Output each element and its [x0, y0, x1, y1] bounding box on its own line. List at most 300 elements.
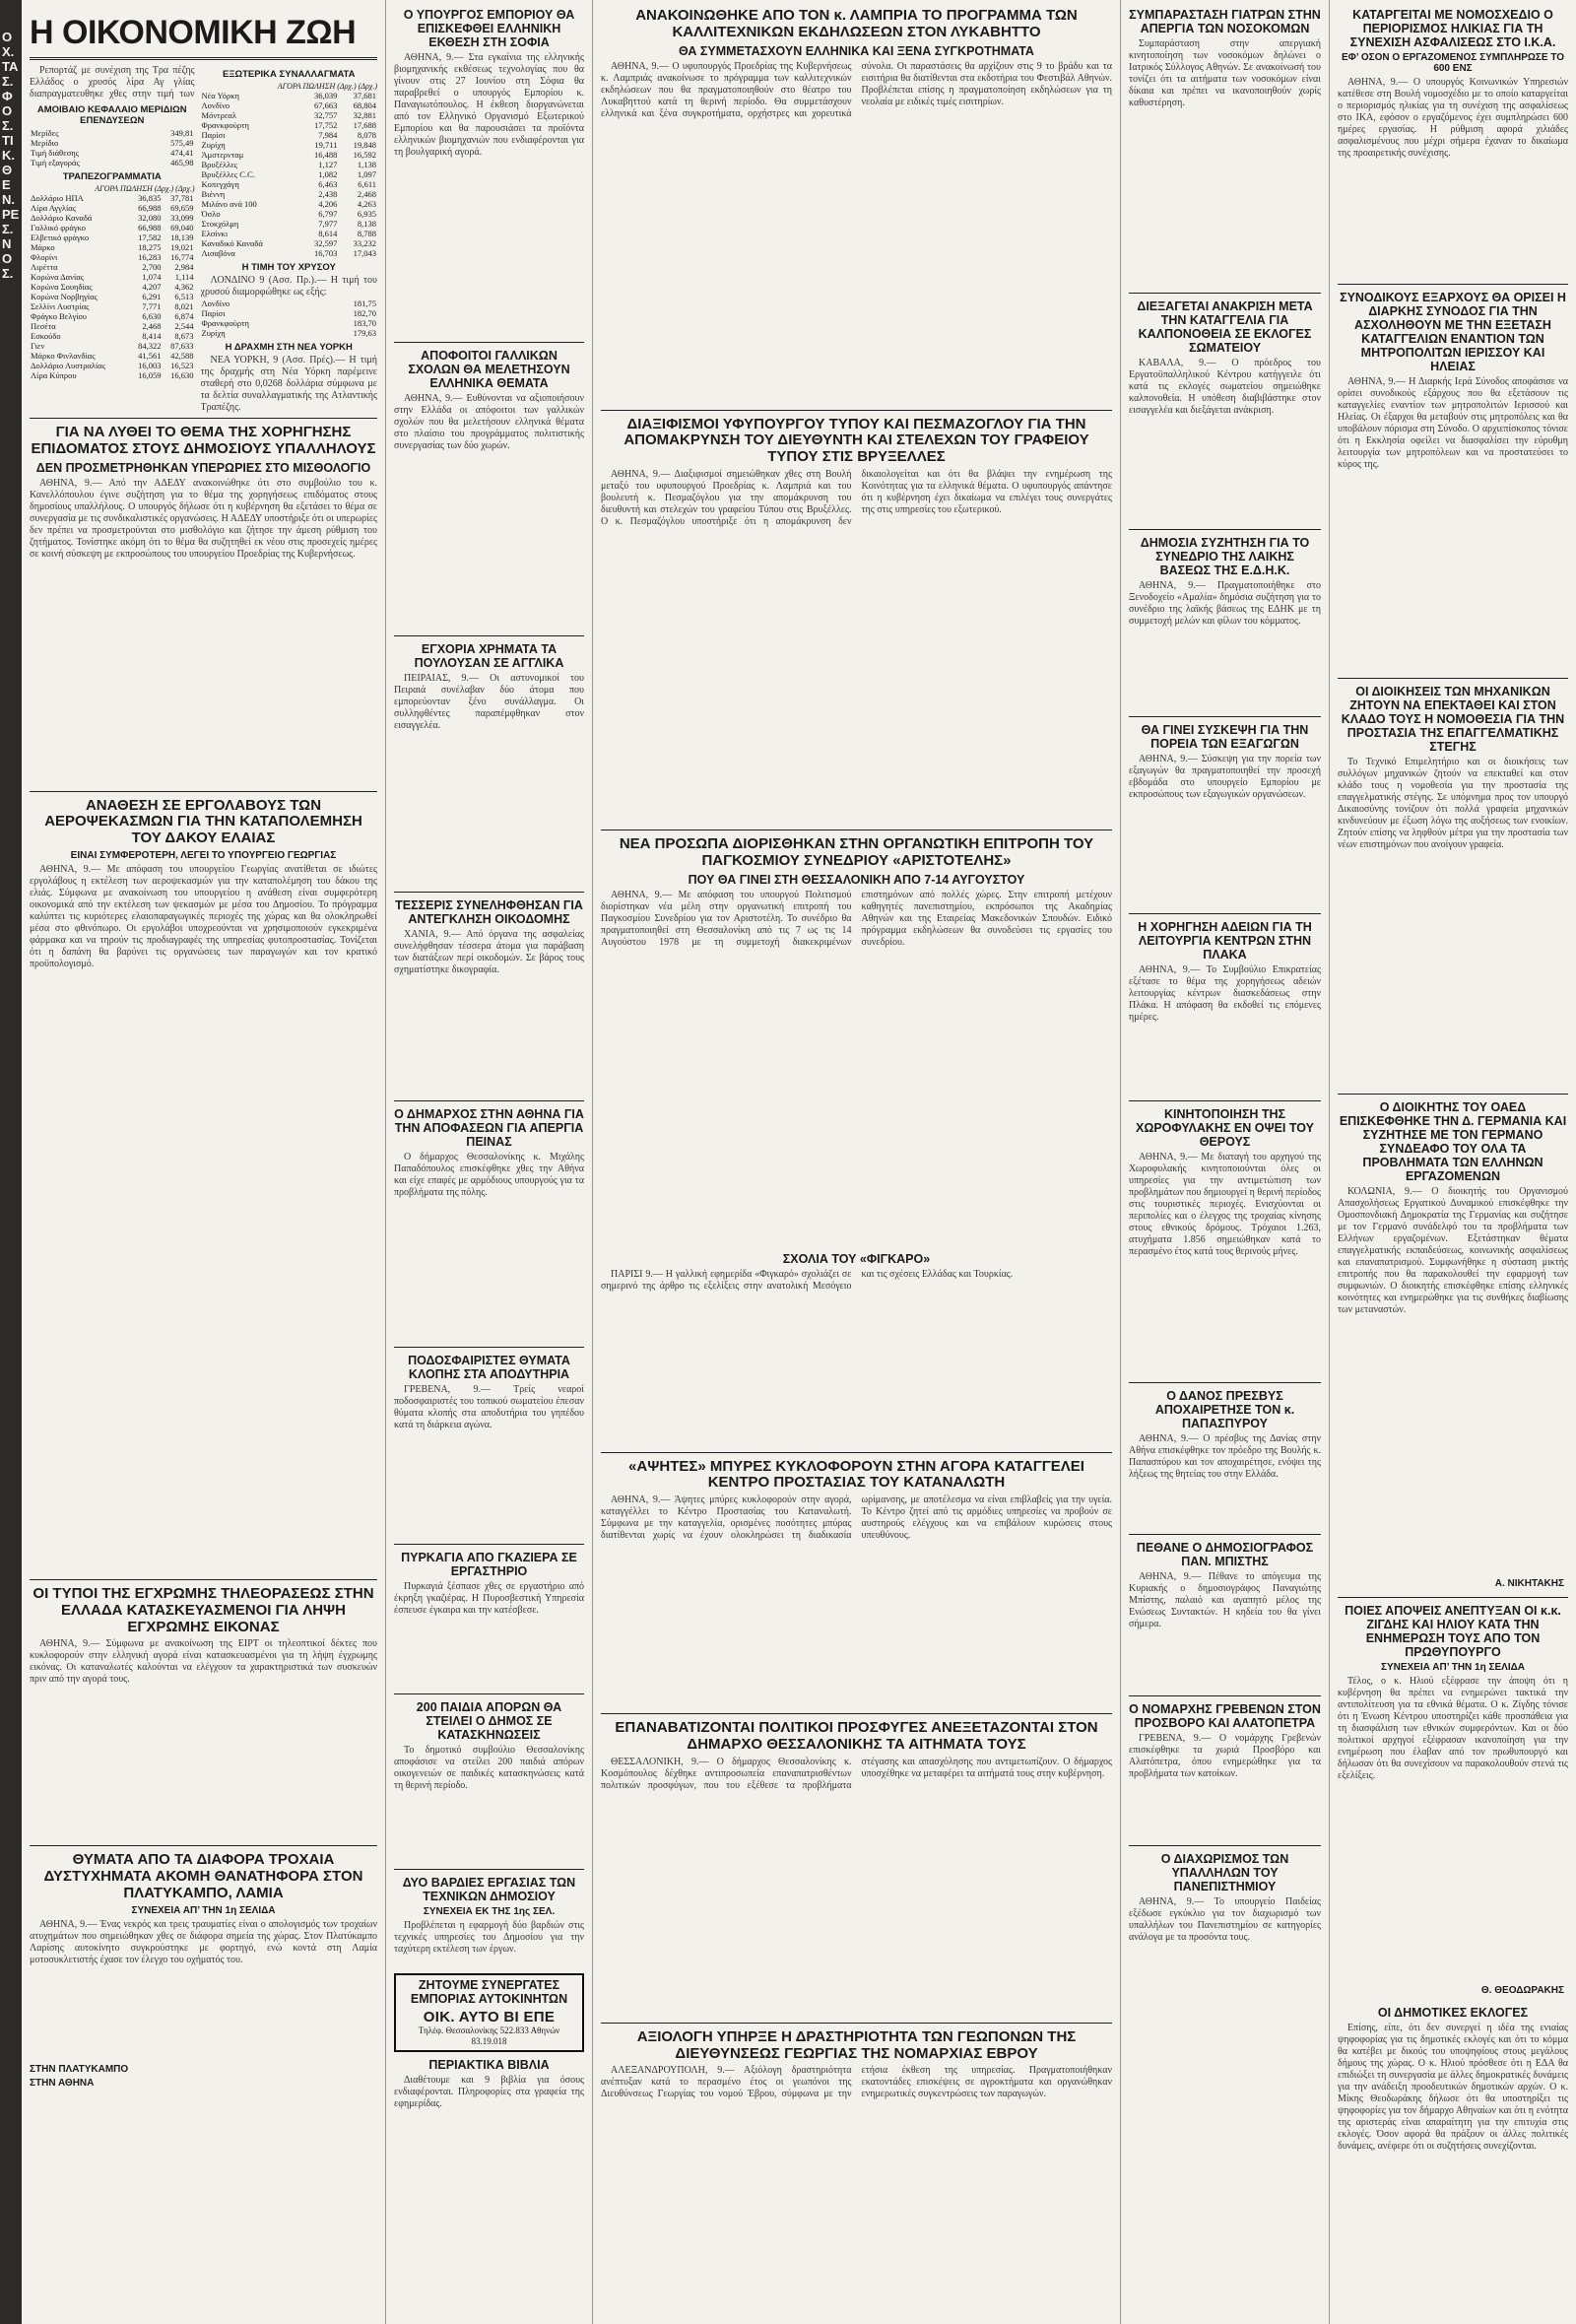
capital-table: [30, 128, 195, 167]
market-left: [30, 65, 195, 414]
article-subheadline: ΕΦ’ ΟΣΟΝ Ο ΕΡΓΑΖΟΜΕΝΟΣ ΣΥΜΠΛΗΡΩΣΕ ΤΟ 600 ΕΝΣ: [1341, 52, 1565, 74]
foreign-rate-row-name: Παρίσι: [201, 130, 226, 140]
banknote-row-name: Σελλίνι Αυστρίας: [31, 301, 90, 311]
capital-row: [30, 148, 195, 158]
foreign-rate-row-name: Όσλο: [201, 209, 221, 219]
banknote-row: [30, 351, 195, 361]
column-2: [386, 0, 593, 2324]
article-refugees: [601, 1718, 1112, 2017]
banknote-row-buy: 36,835: [138, 193, 162, 203]
banknote-row-buy: 1,074: [142, 272, 162, 282]
foreign-rate-row: [201, 110, 377, 120]
foreign-rate-row: [201, 169, 377, 179]
article-body: ΑΘΗΝΑ, 9.— Ο υφυπουργός Προεδρίας της Κυβερνήσεως κ. Λαμπριάς ανακοίνωσε το πρόγραμμα των καλλιτεχνικών εκδηλώσεων που θα πραγματοποιηθούν στο θέατρο του Λυκαβηττού κατά τη θερινή περίοδο. Θα συμμετάσχουν ελληνικά και ξένα συγκροτήματα, ορχήστρες και χορευτικά σύνολα. Οι παραστάσεις θα αρχίζουν στις 9 το βράδυ και τα εισιτήρια θα διατίθενται στα εκδοτήρια του Φεστιβάλ Αθηνών. Προβλέπεται επίσης η πραγματοποίηση εκδηλώσεων για τη νεολαία με ειδικές τιμές εισιτηρίων.: [601, 60, 1112, 119]
article-body: Το δημοτικό συμβούλιο Θεσσαλονίκης αποφάσισε να στείλει 200 παιδιά απόρων οικογενειών σε παιδικές κατασκηνώσεις κατά τη θερινή περίοδο.: [394, 1745, 584, 1791]
article-headline: Ο ΔΑΝΟΣ ΠΡΕΣΒΥΣ ΑΠΟΧΑΙΡΕΤΗΣΕ ΤΟΝ κ. ΠΑΠΑΣΠΥΡΟΥ: [1154, 1389, 1295, 1430]
foreign-rate-row-sell: 4,263: [357, 199, 376, 209]
article-headline: ΟΙ ΤΥΠΟΙ ΤΗΣ ΕΓΧΡΩΜΗΣ ΤΗΛΕΟΡΑΣΕΩΣ ΣΤΗΝ ΕΛΛΑΔΑ ΚΑΤΑΣΚΕΥΑΣΜΕΝΟΙ ΓΙΑ ΛΗΨΗ ΕΓΧΡΩΜΗΣ ΕΙΚΟΝΑΣ: [33, 1584, 374, 1635]
column-4: [1121, 0, 1330, 2324]
article-lambda: [601, 6, 1112, 404]
banknote-row: [30, 341, 195, 351]
foreign-rate-row-sell: 8,078: [357, 130, 376, 140]
divider: [601, 1713, 1112, 1714]
divider: [1129, 1845, 1321, 1846]
foreign-rate-row-name: Ζυρίχη: [201, 140, 226, 150]
article-headline: ΚΑΤΑΡΓΕΙΤΑΙ ΜΕ ΝΟΜΟΣΧΕΔΙΟ Ο ΠΕΡΙΟΡΙΣΜΟΣ ΗΛΙΚΙΑΣ ΓΙΑ ΤΗ ΣΥΝΕΧΙΣΗ ΑΣΦΑΛΙΣΕΩΣ ΣΤΟ Ι.Κ.Α.: [1349, 8, 1556, 49]
article-headline: ΣΥΝΟΔΙΚΟΥΣ ΕΞΑΡΧΟΥΣ ΘΑ ΟΡΙΣΕΙ Η ΔΙΑΡΚΗΣ ΣΥΝΟΔΟΣ ΓΙΑ ΤΗΝ ΑΣΧΟΛΗΘΟΥΝ ΜΕ ΤΗΝ ΕΞΕΤΑΣΗ ΚΑΤΑΓΓΕΛΙΩΝ ΕΝΑΝΤΙΟΝ ΤΩΝ ΜΗΤΡΟΠΟΛΙΤΩΝ ΙΕΡΙΣΣΟΥ ΚΑΙ ΗΛΕΙΑΣ: [1340, 291, 1566, 373]
article-airport: [30, 796, 377, 1573]
article-body: ΑΘΗΝΑ, 9.— Ένας νεκρός και τρεις τραυματίες είναι ο απολογισμός των τροχαίων ατυχημάτων που σημειώθηκαν χθες σε διάφορα σημεία της χώρας. Στον Πλατύκαμπο Λαρίσης αυτοκίνητο συγκρούστηκε με φορτηγό, ενώ κοντά στη Λαμία μοτοσυκλετιστής έχασε τον έλεγχο του οχήματός του.: [30, 1918, 377, 1965]
foreign-rate-row-buy: 8,614: [318, 229, 338, 238]
capital-row: [30, 128, 195, 138]
capital-row-name: Τιμή διάθεσης: [31, 148, 80, 158]
gold-row: [201, 328, 377, 338]
gold-row-name: Παρίσι: [201, 308, 226, 318]
banknote-row-sell: 42,588: [170, 351, 194, 361]
divider: [30, 57, 377, 60]
section-label: ΣΤΗΝ ΑΘΗΝΑ: [30, 2077, 95, 2089]
article-body: Το Τεχνικό Επιμελητήριο και οι διοικήσεις των συλλόγων μηχανικών ζητούν να επεκταθεί και στον κλάδο τους η νομοθεσία για την προστασία της επαγγελματικής στέγης. Σε υπόμνημα προς τον υπουργό Δικαιοσύνης τονίζουν ότι πολλά γραφεία μηχανικών κινδυνεύουν με έξωση λόγω της αυξήσεως των ενοικίων. Ζητούν επίσης να ληφθούν μέτρα για την προστασία των νέων επιστημόνων που ανοίγουν γραφεία.: [1338, 757, 1568, 850]
foreign-rate-row-buy: 6,463: [318, 179, 338, 189]
article-body: ΠΕΙΡΑΙΑΣ, 9.— Οι αστυνομικοί του Πειραιά συνέλαβαν δύο άτομα που εμπορεύονταν ξένο συνάλλαγμα. Οι συλληφθέντες παραπέμφθηκαν στον εισαγγελέα.: [394, 673, 584, 731]
article-university: [1129, 1850, 1321, 2015]
article-body: Προβλέπεται η εφαρμογή δύο βαρδιών στις τεχνικές υπηρεσίες του Δημοσίου για την ταχύτερη εκτέλεση των έργων.: [394, 1920, 584, 1955]
article-headline: ΘΑ ΓΙΝΕΙ ΣΥΣΚΕΨΗ ΓΙΑ ΤΗΝ ΠΟΡΕΙΑ ΤΩΝ ΕΞΑΓΩΓΩΝ: [1141, 723, 1309, 751]
capital-row-val: 465,98: [170, 158, 194, 167]
column-5: [1330, 0, 1576, 2324]
article-body: ΘΕΣΣΑΛΟΝΙΚΗ, 9.— Ο δήμαρχος Θεσσαλονίκης κ. Κοσμόπουλος δέχθηκε αντιπροσωπεία επαναπατρισθέντων πολιτικών προσφύγων, που του εξέθεσε τα προβλήματα στέγασης και απασχόλησης που αντιμετωπίζουν. Ο δήμαρχος υποσχέθηκε να μεταφέρει τα αιτήματά τους στην κυβέρνηση.: [601, 1756, 1112, 1791]
article-headline: Ο ΔΙΑΧΩΡΙΣΜΟΣ ΤΩΝ ΥΠΑΛΛΗΛΩΝ ΤΟΥ ΠΑΝΕΠΙΣΤΗΜΙΟΥ: [1160, 1852, 1289, 1893]
article-beers: [601, 1457, 1112, 1708]
capital-row-val: 474,41: [170, 148, 194, 158]
banknote-row-sell: 37,781: [170, 193, 194, 203]
foreign-rate-row-buy: 1,082: [318, 169, 338, 179]
capital-row: [30, 138, 195, 148]
article-headline: ΔΗΜΟΣΙΑ ΣΥΖΗΤΗΣΗ ΓΙΑ ΤΟ ΣΥΝΕΔΡΙΟ ΤΗΣ ΛΑΙΚΗΣ ΒΑΣΕΩΣ ΤΗΣ Ε.Δ.Η.Κ.: [1140, 536, 1310, 577]
ad-line-2: ΕΜΠΟΡΙΑΣ ΑΥΤΟΚΙΝΗΤΩΝ: [410, 1992, 568, 2006]
divider: [1129, 913, 1321, 914]
article-death: [1129, 1539, 1321, 1690]
foreign-rate-row-buy: 1,127: [318, 160, 338, 169]
foreign-rate-row-sell: 6,935: [357, 209, 376, 219]
gold-row-val: 181,75: [353, 299, 376, 308]
divider: [601, 1452, 1112, 1453]
foreign-rate-row: [201, 229, 377, 238]
ad-line-1: ΖΗΤΟΥΜΕ ΣΥΝΕΡΓΑΤΕΣ: [418, 1978, 560, 1992]
foreign-rate-row: [201, 238, 377, 248]
divider: [394, 892, 584, 893]
banknote-row: [30, 223, 195, 232]
foreign-rate-row-sell: 68,804: [353, 100, 376, 110]
divider: [394, 1544, 584, 1545]
article-headline: ΔΙΕΞΑΓΕΤΑΙ ΑΝΑΚΡΙΣΗ ΜΕΤΑ ΤΗΝ ΚΑΤΑΓΓΕΛΙΑ ΓΙΑ ΚΑΛΠΟΝΟΘΕΙΑ ΣΕ ΕΚΛΟΓΕΣ ΣΩΜΑΤΕΙΟΥ: [1137, 299, 1313, 355]
banknote-row-buy: 17,582: [138, 232, 162, 242]
article-body: ΚΟΛΩΝΙΑ, 9.— Ο διοικητής του Οργανισμού Απασχολήσεως Εργατικού Δυναμικού επισκέφθηκε την Ομοσπονδιακή Δημοκρατία της Γερμανίας και συζήτησε με τον Γερμανό συνάδελφό του τα προβλήματα των Ελλήνων εργαζομένων. Εξετάστηκαν θέματα επαγγελματικής εκπαιδεύσεως, κοινωνικής ασφαλίσεως και επαναπατρισμού. Συμφωνήθηκε η σύσταση μικτής επιτροπής που θα παρακολουθεί την εφαρμογή των συμφωνιών. Ο διοικητής επισκέφθηκε επίσης ελληνικές κοινότητες και ενημερώθηκε για τις συνθήκες διαβίωσης των μεταναστών.: [1338, 1186, 1568, 1315]
foreign-header: ΑΓΟΡΑ ΠΩΛΗΣΗ (Δρχ.) (Δρχ.): [277, 82, 377, 91]
banknote-row-name: Λίρα Κύπρου: [31, 370, 77, 380]
banknote-row: [30, 272, 195, 282]
article-body: ΑΘΗΝΑ, 9.— Σύμφωνα με ανακοίνωση της ΕΙΡΤ οι τηλεοπτικοί δέκτες που κυκλοφορούν στην ελληνική αγορά είναι κατασκευασμένοι για τη λήψη έγχρωμης εικόνας. Οι καταναλωτές καλούνται να ελέγχουν τα χαρακτηριστικά των συσκευών πριν από την αγορά τους.: [30, 1638, 377, 1686]
divider: [601, 2023, 1112, 2024]
banknote-row-name: Φλορίνι: [31, 252, 58, 262]
article-headline: ΓΙΑ ΝΑ ΛΥΘΕΙ ΤΟ ΘΕΜΑ ΤΗΣ ΧΟΡΗΓΗΣΗΣ ΕΠΙΔΟΜΑΤΟΣ ΣΤΟΥΣ ΔΗΜΟΣΙΟΥΣ ΥΠΑΛΛΗΛΟΥΣ: [31, 424, 376, 457]
foreign-rate-row-sell: 19,848: [353, 140, 376, 150]
article-body: ΑΘΗΝΑ, 9.— Στα εγκαίνια της ελληνικής βιομηχανικής εκθέσεως τεχνολογίας που θα γίνουν στις 27 Ιουνίου στη Σόφια θα παραβρεθεί ο υπουργός Εμπορίου κ. Παναγιωτόπουλος. Η έκθεση διοργανώνεται από τον Ελληνικό Οργανισμό Εξωτερικού Εμπορίου και θα παρουσιάσει τα προϊόντα ελληνικών βιομηχανιών που ενδιαφέρονται για τη βουλγαρική αγορά.: [394, 52, 584, 158]
banknote-row-sell: 2,544: [174, 321, 194, 331]
banknote-row-name: Κορώνα Δανίας: [31, 272, 85, 282]
banknote-row-name: Λίρα Αγγλίας: [31, 203, 77, 213]
article-fire: [394, 1549, 584, 1688]
foreign-rate-row-buy: 19,711: [314, 140, 338, 150]
foreign-rate-row-name: Φρανκφούρτη: [201, 120, 249, 130]
article-headline: Η ΧΟΡΗΓΗΣΗ ΑΔΕΙΩΝ ΓΙΑ ΤΗ ΛΕΙΤΟΥΡΓΙΑ ΚΕΝΤΡΩΝ ΣΤΗΝ ΠΛΑΚΑ: [1138, 920, 1312, 962]
article-oaed: [1338, 1098, 1568, 1591]
foreign-rate-row-sell: 32,881: [353, 110, 376, 120]
divider: [1338, 1094, 1568, 1095]
article-headline: ΠΟΙΕΣ ΑΠΟΨΕΙΣ ΑΝΕΠΤΥΞΑΝ ΟΙ κ.κ. ΖΙΓΔΗΣ ΚΑΙ ΗΛΙΟΥ ΚΑΤΑ ΤΗΝ ΕΝΗΜΕΡΩΣΗ ΤΟΥΣ ΑΠΟ ΤΟΝ ΠΡΩΘΥΠΟΥΡΓΟ: [1345, 1604, 1561, 1659]
banknote-row-name: Κορώνα Σουηδίας: [31, 282, 93, 292]
foreign-rate-row-name: Βιέννη: [201, 189, 226, 199]
gold-title: Η ΤΙΜΗ ΤΟΥ ΧΡΥΣΟΥ: [241, 262, 336, 273]
foreign-rate-row-sell: 6,611: [358, 179, 376, 189]
divider: [601, 410, 1112, 411]
article-books: [394, 2056, 584, 2169]
banknote-row-name: Δολλάριο Αυστραλίας: [31, 361, 106, 370]
author-signature: Α. ΝΙΚΗΤΑΚΗΣ: [1494, 1578, 1564, 1589]
divider: [1129, 529, 1321, 530]
banknote-row-buy: 16,003: [138, 361, 162, 370]
foreign-rate-row: [201, 179, 377, 189]
banknote-row: [30, 262, 195, 272]
foreign-rate-row-buy: 4,206: [318, 199, 338, 209]
article-body: Συμπαράσταση στην απεργιακή κινητοποίηση των νοσοκόμων δηλώνει ο Ιατρικός Σύλλογος Αθηνών. Σε ανακοίνωσή του τονίζει ότι τα αιτήματα των νοσοκόμων είναι δίκαια και πρέπει να ικανοποιηθούν χωρίς καθυστέρηση.: [1129, 38, 1321, 108]
gold-row: [201, 308, 377, 318]
banknote-row-name: Μάρκο Φινλανδίας: [31, 351, 96, 361]
gold-row-val: 182,70: [353, 308, 376, 318]
foreign-rate-row-name: Λονδίνο: [201, 100, 230, 110]
article-body: ΑΘΗΝΑ, 9.— Με απόφαση του υπουργείου Γεωργίας ανατίθεται σε ιδιώτες εργολάβους η εκτέλεση των αεροψεκασμών για την καταπολέμηση του δάκου της ελιάς. Σύμφωνα με ανακοίνωση του υπουργείου η ανάθεση είναι συμφερότερη οικονομικά από την εκτέλεση των ψεκασμών με μέσα του Δημοσίου. Το πρόγραμμα καλύπτει τις κυριότερες ελαιοπαραγωγικές περιοχές της χώρας και θα ολοκληρωθεί μέσα στο φθινόπωρο. Οι εργολάβοι υποχρεούνται να χρησιμοποιούν εγκεκριμένα φάρμακα και να τηρούν τις προδιαγραφές της υπηρεσίας φυτοπροστασίας. Τονίζεται ότι η δαπάνη θα βαρύνει τις οργανώσεις των παραγωγών και τον κρατικό προϋπολογισμό.: [30, 863, 377, 969]
article-meeting: [1129, 534, 1321, 710]
foreign-rate-row-buy: 7,977: [318, 219, 338, 229]
banknote-row-buy: 84,322: [138, 341, 162, 351]
foreign-rate-row-name: Άμστερνταμ: [201, 150, 244, 160]
banknote-row: [30, 242, 195, 252]
banknote-row-name: Πεσέτα: [31, 321, 56, 331]
divider: [30, 418, 377, 419]
banknote-row-name: Δολλάριο Καναδά: [31, 213, 93, 223]
banknote-row-buy: 66,988: [138, 203, 162, 213]
banknote-row-sell: 6,513: [174, 292, 194, 301]
banknote-row-buy: 32,080: [138, 213, 162, 223]
foreign-rate-row: [201, 199, 377, 209]
article-body: ΑΘΗΝΑ, 9.— Ευθύνονται να αξιοποιήσουν στην Ελλάδα οι απόφοιτοι των γαλλικών σχολών που θα μελετήσουν ελληνικά θέματα στο πλαίσιο του προγράμματος πολιτιστικής συνεργασίας των δύο χωρών.: [394, 393, 584, 451]
banknote-row-sell: 69,659: [170, 203, 194, 213]
banknote-row-buy: 41,561: [138, 351, 162, 361]
banknote-row-name: Δολλάριο ΗΠΑ: [31, 193, 84, 203]
author-signature: Θ. ΘΕΟΔΩΡΑΚΗΣ: [1480, 1985, 1564, 1996]
article-body: Ο δήμαρχος Θεσσαλονίκης κ. Μιχάλης Παπαδόπουλος επισκέφθηκε χθες την Αθήνα και είχε επαφές με αρμόδιους υπουργούς για τα προβλήματα της πόλης.: [394, 1152, 584, 1198]
article-headline: ΑΠΟΦΟΙΤΟΙ ΓΑΛΛΙΚΩΝ ΣΧΟΛΩΝ ΘΑ ΜΕΛΕΤΗΣΟΥΝ ΕΛΛΗΝΙΚΑ ΘΕΜΑΤΑ: [408, 349, 570, 390]
banknote-row: [30, 361, 195, 370]
foreign-rate-row: [201, 150, 377, 160]
banknote-row-name: Ελβετικό φράγκο: [31, 232, 90, 242]
banknote-row: [30, 203, 195, 213]
banknote-row-sell: 19,021: [170, 242, 194, 252]
divider: [1338, 1597, 1568, 1598]
page-edge-strip: [0, 0, 22, 2324]
article-body: ΑΛΕΞΑΝΔΡΟΥΠΟΛΗ, 9.— Αξιόλογη δραστηριότητα ανέπτυξαν κατά το περασμένο έτος οι γεωπόνοι της Διευθύνσεως Γεωργίας του νομού Έβρου, σύμφωνα με την ετήσια έκθεση της υπηρεσίας. Πραγματοποιήθηκαν εκατοντάδες επισκέψεις σε αγροκτήματα και οργανώθηκαν ενημερωτικές συγκεντρώσεις των παραγωγών.: [601, 2065, 1112, 2100]
banknote-row-buy: 2,468: [142, 321, 162, 331]
article-shipping: [30, 1584, 377, 1839]
foreign-rate-row: [201, 100, 377, 110]
article-synod: [1338, 289, 1568, 672]
dollar-title: Η ΔΡΑΧΜΗ ΣΤΗ ΝΕΑ ΥΟΡΚΗ: [225, 342, 353, 353]
divider: [30, 1579, 377, 1580]
foreign-rate-row: [201, 189, 377, 199]
article-figaro: [601, 1250, 1112, 1446]
article-police: [1129, 1105, 1321, 1376]
foreign-rate-row-buy: 17,752: [314, 120, 338, 130]
banknote-row-sell: 16,630: [170, 370, 194, 380]
banknote-row-buy: 16,283: [138, 252, 162, 262]
article-body: ΑΘΗΝΑ, 9.— Το υπουργείο Παιδείας εξέδωσε εγκύκλιο για τον διαχωρισμό των υπαλλήλων του Πανεπιστημίου σε κατηγορίες ανάλογα με τα προσόντα τους.: [1129, 1896, 1321, 1943]
article-football: [394, 1352, 584, 1538]
article-headline: ΠΟΔΟΣΦΑΙΡΙΣΤΕΣ ΘΥΜΑΤΑ ΚΛΟΠΗΣ ΣΤΑ ΑΠΟΔΥΤΗΡΙΑ: [408, 1354, 570, 1381]
banknote-row-sell: 2,984: [174, 262, 194, 272]
banknote-row: [30, 370, 195, 380]
divider: [1129, 1382, 1321, 1383]
foreign-rate-row: [201, 219, 377, 229]
article-subheadline: ΣΥΝΕΧΕΙΑ ΑΠ’ ΤΗΝ 1η ΣΕΛΙΔΑ: [1380, 1662, 1526, 1673]
banknote-row-buy: 6,630: [142, 311, 162, 321]
article-body: ΑΘΗΝΑ, 9.— Άψητες μπύρες κυκλοφορούν στην αγορά, καταγγέλλει το Κέντρο Προστασίας του Καταναλωτή. Σύμφωνα με την καταγγελία, ορισμένες ποσότητες μπύρας διατίθενται χωρίς να έχουν ολοκληρώσει τη διαδικασία ωρίμανσης, με αποτέλεσμα να είναι επιβλαβείς για την υγεία. Το Κέντρο ζητεί από τις αρμόδιες υπηρεσίες να προβούν σε αυστηρούς ελέγχους και να επιβάλουν κυρώσεις στους υπευθύνους.: [601, 1494, 1112, 1542]
article-headline: ΑΞΙΟΛΟΓΗ ΥΠΗΡΞΕ Η ΔΡΑΣΤΗΡΙΟΤΗΤΑ ΤΩΝ ΓΕΩΠΟΝΩΝ ΤΗΣ ΔΙΕΥΘΥΝΣΕΩΣ ΓΕΩΡΓΙΑΣ ΤΗΣ ΝΟΜΑΡΧΙΑΣ ΕΒΡΟΥ: [636, 2027, 1077, 2062]
article-inquiry: [1129, 298, 1321, 523]
banknote-row: [30, 282, 195, 292]
article-body: ΓΡΕΒΕΝΑ, 9.— Ο νομάρχης Γρεβενών επισκέφθηκε τα χωριά Προσβόρο και Αλατόπετρα, όπου ενημερώθηκε για τα προβλήματα των κατοίκων.: [1129, 1733, 1321, 1779]
divider: [30, 791, 377, 792]
banknote-row-sell: 4,362: [174, 282, 194, 292]
article-headline: Ο ΔΗΜΑΡΧΟΣ ΣΤΗΝ ΑΘΗΝΑ ΓΙΑ ΤΗΝ ΑΠΟΦΑΣΕΩΝ ΓΙΑ ΑΠΕΡΓΙΑ ΠΕΙΝΑΣ: [394, 1107, 584, 1149]
banknote-row-name: Μάρκο: [31, 242, 55, 252]
advertisement-box: [394, 1973, 584, 2052]
article-headline: ΤΕΣΣΕΡΙΣ ΣΥΝΕΛΗΦΘΗΣΑΝ ΓΙΑ ΑΝΤΕΓΚΛΗΣΗ ΟΙΚΟΔΟΜΗΣ: [395, 898, 583, 926]
article-subheadline: ΘΑ ΣΥΜΜΕΤΑΣΧΟΥΝ ΕΛΛΗΝΙΚΑ ΚΑΙ ΞΕΝΑ ΣΥΓΚΡΟΤΗΜΑΤΑ: [679, 43, 1034, 58]
banknote-row-buy: 18,275: [138, 242, 162, 252]
article-body: Επίσης, είπε, ότι δεν συνεργεί η ιδέα της ενιαίας ψηφοφορίας για τις δημοτικές εκλογές και ότι το κόμμα θα κατέβει με δικούς του υποψηφίους στους μεγάλους δήμους της χώρας. Ο κ. Ηλιού πρόσθεσε ότι η ΕΔΑ θα επιδιώξει τη συνεργασία με άλλες δημοκρατικές δυνάμεις για την ανάδειξη προοδευτικών δημοτικών αρχών. Ο κ. Μίκης Θεοδωράκης δήλωσε ότι θα υποστηρίξει τις ψηφοφορίες για τον δήμαρχο Αθηναίων και ότι η ενότητα της αριστεράς είναι απαραίτητη για την επιτυχία στις εκλογές. Όσον αφορά θα πράξουν οι άλλες πολιτικές δυνάμεις, ανέφερε ότι οι συζητήσεις συνεχίζονται.: [1338, 2023, 1568, 2152]
article-technicians: [394, 1874, 584, 1967]
gold-table: [201, 299, 377, 338]
article-headline: ΕΓΧΟΡΙΑ ΧΡΗΜΑΤΑ ΤΑ ΠΟΥΛΟΥΣΑΝ ΣΕ ΑΓΓΛΙΚΑ: [414, 642, 564, 670]
foreign-rate-row-name: Λισαβόνα: [201, 248, 235, 258]
article-body: ΑΘΗΝΑ, 9.— Πραγματοποιήθηκε στο Ξενοδοχείο «Αμαλία» δημόσια συζήτηση για το συνέδριο της λαϊκής βάσεως της ΕΔΗΚ με τη συμμετοχή μελών και φίλων του κόμματος.: [1129, 580, 1321, 627]
banknote-row-sell: 33,099: [170, 213, 194, 223]
article-body: ΑΘΗΝΑ, 9.— Με διαταγή του αρχηγού της Χωροφυλακής κινητοποιούνται όλες οι υπηρεσίες για την αντιμετώπιση των προβλημάτων που δημιουργεί η θερινή περίοδος στις τουριστικές περιοχές. Ενισχύονται οι περιπολίες και ο έλεγχος της τροχαίας κίνησης στους εθνικούς δρόμους. Τρόχαιοι 1.263, ατυχήματα 1.856 σημειώθηκαν κατά το περασμένο έτος κατά τους θερινούς μήνες.: [1129, 1152, 1321, 1257]
banknote-row: [30, 292, 195, 301]
banknote-row-sell: 16,774: [170, 252, 194, 262]
foreign-rate-row: [201, 209, 377, 219]
banknote-row-name: Φράγκο Βελγίου: [31, 311, 87, 321]
banknote-row: [30, 193, 195, 203]
article-headline: ΔΥΟ ΒΑΡΔΙΕΣ ΕΡΓΑΣΙΑΣ ΤΩΝ ΤΕΧΝΙΚΩΝ ΔΗΜΟΣΙΟΥ: [402, 1876, 576, 1903]
foreign-rate-row: [201, 160, 377, 169]
banknote-row-buy: 8,414: [142, 331, 162, 341]
article-headline: ΕΠΑΝΑΒΑΤΙΖΟΝΤΑΙ ΠΟΛΙΤΙΚΟΙ ΠΡΟΣΦΥΓΕΣ ΑΝΕΞΕΤΑΖΟΝΤΑΙ ΣΤΟΝ ΔΗΜΑΡΧΟ ΘΕΣΣΑΛΟΝΙΚΗΣ ΤΑ ΑΙΤΗΜΑΤΑ ΤΟΥΣ: [615, 1719, 1098, 1753]
article-subheadline: ΣΥΝΕΧΕΙΑ ΑΠ’ ΤΗΝ 1η ΣΕΛΙΔΑ: [131, 1904, 276, 1916]
article-headline: ΟΙ ΔΗΜΟΤΙΚΕΣ ΕΚΛΟΓΕΣ: [1377, 2006, 1529, 2020]
divider: [1129, 293, 1321, 294]
article-headline: ΠΥΡΚΑΓΙΑ ΑΠΟ ΓΚΑΖΙΕΡΑ ΣΕ ΕΡΓΑΣΤΗΡΙΟ: [401, 1551, 577, 1578]
capital-row-name: Τιμή εξαγοράς: [31, 158, 80, 167]
section-label: ΣΤΗΝ ΠΛΑΤΥΚΑΜΠΟ: [30, 2063, 129, 2075]
foreign-title: ΕΞΩΤΕΡΙΚΑ ΣΥΝΑΛΛΑΓΜΑΤΑ: [223, 69, 356, 80]
foreign-rate-row-sell: 1,097: [357, 169, 376, 179]
strip-text: ΟΧ. ΤΑΣ. ΦΟΣ. ΤΙΚ. ΘΕΝ. ΡΕΣ. ΝΟΣ.: [2, 30, 20, 281]
article-body: ΓΡΕΒΕΝΑ, 9.— Τρείς νεαροί ποδοσφαιριστές του τοπικού σωματείου έπεσαν θύματα κλοπής στα αποδυτήρια του γηπέδου κατά τη διάρκεια αγώνα.: [394, 1384, 584, 1430]
banknote-row-sell: 16,523: [170, 361, 194, 370]
divider: [30, 1845, 377, 1846]
foreign-rate-row-sell: 8,138: [357, 219, 376, 229]
banknote-row-sell: 87,633: [170, 341, 194, 351]
foreign-rate-row-buy: 67,663: [314, 100, 338, 110]
banknote-row-sell: 1,114: [174, 272, 194, 282]
article-body: ΑΘΗΝΑ, 9.— Πέθανε το απόγευμα της Κυριακής ο δημοσιογράφος Παναγιώτης Μπίστης, παλαιό και αγαπητό μέλος της Ενώσεως Συντακτών. Η κηδεία του θα γίνει σήμερα.: [1129, 1571, 1321, 1629]
divider: [1338, 284, 1568, 285]
gold-intro: ΛΟΝΔΙΝΟ 9 (Ασσ. Πρ.).— Η τιμή του χρυσού διαμορφώθηκε ως εξής:: [200, 275, 377, 298]
divider: [1129, 1100, 1321, 1101]
article-aristotle: [601, 834, 1112, 1244]
capital-title: ΑΜΟΙΒΑΙΟ ΚΕΦΑΛΑΙΟ ΜΕΡΙΔΙΩΝ ΕΠΕΝΔΥΣΕΩΝ: [36, 104, 187, 126]
article-mayor: [394, 1105, 584, 1341]
article-licenses: [1129, 918, 1321, 1095]
banknote-row: [30, 232, 195, 242]
capital-row-val: 575,49: [170, 138, 194, 148]
article-headline: ΚΙΝΗΤΟΠΟΙΗΣΗ ΤΗΣ ΧΩΡΟΦΥΛΑΚΗΣ ΕΝ ΟΨΕΙ ΤΟΥ ΘΕΡΟΥΣ: [1135, 1107, 1314, 1149]
market-intro: Ρεπορτάζ με συνέχιση της Τρα πέζης Ελλάδος ο χρυσός λίρα Αγ γλίας διαπραγματευθηκε χθες στην τιμή των: [30, 65, 195, 100]
article-accidents: [30, 1850, 377, 2091]
article-body: ΑΘΗΝΑ, 9.— Ο υπουργός Κοινωνικών Υπηρεσιών κατέθεσε στη Βουλή νομοσχέδιο με το οποίο καταργείται ο περιορισμός ηλικίας για τη συνέχιση της ασφαλίσεως στο ΙΚΑ, εφόσον ο εργαζόμενος έχει συμπληρώσει 600 ημέρες εργασίας. Η ρύθμιση αφορά χιλιάδες ασφαλισμένους που μέχρι σήμερα έχαναν το δικαίωμα της προαιρετικής συνέχισης.: [1338, 77, 1568, 159]
banknote-row-buy: 2,700: [142, 262, 162, 272]
foreign-rate-row: [201, 120, 377, 130]
foreign-rate-row: [201, 140, 377, 150]
gold-row-name: Λονδίνο: [201, 299, 230, 308]
divider: [1129, 1534, 1321, 1535]
banknote-row-buy: 7,771: [142, 301, 162, 311]
bank-header: ΑΓΟΡΑ ΠΩΛΗΣΗ (Δρχ.) (Δρχ.): [95, 184, 195, 193]
article-body: Διαθέτουμε και 9 βιβλία για όσους ενδιαφέρονται. Πληροφορίες στα γραφεία της εφημερίδας.: [394, 2075, 584, 2109]
article-body: ΑΘΗΝΑ, 9.— Ο πρέσβυς της Δανίας στην Αθήνα επισκέφθηκε τον πρόεδρο της Βουλής κ. Παπασπύρου και τον αποχαιρέτησε, ενόψει της λήξεως της θητείας του στην Ελλάδα.: [1129, 1433, 1321, 1480]
article-body: ΑΘΗΝΑ, 9.— Διαξιφισμοί σημειώθηκαν χθες στη Βουλή μεταξύ του υφυπουργού Προεδρίας κ. Λαμπριά και του βουλευτή κ. Πεσμαζόγλου για την απομάκρυνση του διευθυντή και στελεχών του γραφείου Τύπου στις Βρυξέλλες. Ο κ. Πεσμαζόγλου υποστήριξε ότι η απομάκρυνση δεν δικαιολογείται και ότι θα βλάψει την ενημέρωση της Κοινότητας για τα ελληνικά θέματα. Ο υφυπουργός απάντησε ότι η κυβέρνηση έχει δικαίωμα να επιλέγει τους συνεργάτες της στις υπηρεσίες του εξωτερικού.: [601, 468, 1112, 527]
divider: [394, 1869, 584, 1870]
banknote-row-name: Εσκούδο: [31, 331, 61, 341]
foreign-rate-row-sell: 1,138: [357, 160, 376, 169]
foreign-rate-row-name: Βρυξέλλες C.C.: [201, 169, 255, 179]
article-allowance: [30, 423, 377, 785]
gold-row-val: 179,63: [353, 328, 376, 338]
foreign-rate-row-sell: 37,681: [353, 91, 376, 100]
divider: [394, 1347, 584, 1348]
article-headline: ΣΥΜΠΑΡΑΣΤΑΣΗ ΓΙΑΤΡΩΝ ΣΤΗΝ ΑΠΕΡΓΙΑ ΤΩΝ ΝΟΣΟΚΟΜΩΝ: [1129, 8, 1321, 35]
article-press: [601, 415, 1112, 824]
article-evros: [601, 2027, 1112, 2184]
capital-row-name: Μερίδιο: [31, 138, 59, 148]
banknote-row: [30, 252, 195, 262]
foreign-rate-row-name: Στοκχόλμη: [201, 219, 239, 229]
foreign-rate-row-name: Ελσίνκι: [201, 229, 229, 238]
ad-company: ΟΙΚ. ΑΥΤΟ ΒΙ ΕΠΕ: [423, 2009, 556, 2025]
divider: [1129, 1695, 1321, 1696]
foreign-table: [201, 91, 377, 258]
foreign-rate-row-buy: 7,984: [318, 130, 338, 140]
article-headline: ΠΕΘΑΝΕ Ο ΔΗΜΟΣΙΟΓΡΑΦΟΣ ΠΑΝ. ΜΠΙΣΤΗΣ: [1136, 1541, 1314, 1568]
article-doctors: [1129, 6, 1321, 287]
bank-table: [30, 193, 195, 380]
article-body: ΑΘΗΝΑ, 9.— Σύσκεψη για την πορεία των εξαγωγών θα πραγματοποιηθεί την προσεχή εβδομάδα στο υπουργείο Εμπορίου με εκπροσώπους των εξαγωγικών οργανώσεων.: [1129, 754, 1321, 800]
foreign-rate-row-buy: 2,438: [318, 189, 338, 199]
market-right: [201, 65, 377, 414]
article-body: ΑΘΗΝΑ, 9.— Από την ΑΔΕΔΥ ανακοινώθηκε ότι στο συμβούλιο του κ. Κανελλόπουλου έγινε συζήτηση για το θέμα της χορηγήσεως επιδόματος στους δημοσίους υπαλλήλους. Ο υπουργός δήλωσε ότι η κυβέρνηση θα εξετάσει το θέμα σε συνεργασία με τις συνδικαλιστικές οργανώσεις. Η ΑΔΕΔΥ υποστήριξε ότι οι υπερωρίες δεν πρέπει να προσμετρούνται στο μισθολόγιο και ζήτησε την άμεση ρύθμιση του ζητήματος. Τονίστηκε ακόμη ότι το θέμα θα συζητηθεί εκ νέου στις προσεχείς ημέρες σε κοινή σύσκεψη με εκπροσώπους του υπουργείου Προεδρίας της Κυβερνήσεως.: [30, 477, 377, 560]
foreign-rate-row-buy: 6,797: [318, 209, 338, 219]
banknote-row: [30, 301, 195, 311]
article-headline: ΝΕΑ ΠΡΟΣΩΠΑ ΔΙΟΡΙΣΘΗΚΑΝ ΣΤΗΝ ΟΡΓΑΝΩΤΙΚΗ ΕΠΙΤΡΟΠΗ ΤΟΥ ΠΑΓΚΟΣΜΙΟΥ ΣΥΝΕΔΡΙΟΥ «ΑΡΙΣΤΟΤΕΛΗΣ»: [619, 834, 1094, 869]
banknote-row-sell: 8,021: [174, 301, 194, 311]
banknote-row-name: Γαλλικό φράγκο: [31, 223, 86, 232]
banknote-row-name: Γιεν: [31, 341, 45, 351]
banknote-row-sell: 6,874: [174, 311, 194, 321]
foreign-rate-row-sell: 17,043: [353, 248, 376, 258]
banknote-row-sell: 69,040: [170, 223, 194, 232]
article-exports: [1129, 721, 1321, 907]
article-body: ΧΑΝΙΑ, 9.— Από όργανα της ασφαλείας συνελήφθησαν τέσσερα άτομα για παράβαση των διατάξεων περί οικοδομών. Σε βάρος τους σχηματίστηκε δικογραφία.: [394, 929, 584, 975]
masthead-title: Η ΟΙΚΟΝΟΜΙΚΗ ΖΩΗ: [30, 14, 357, 51]
article-headline: ΔΙΑΞΙΦΙΣΜΟΙ ΥΦΥΠΟΥΡΓΟΥ ΤΥΠΟΥ ΚΑΙ ΠΕΣΜΑΖΟΓΛΟΥ ΓΙΑ ΤΗΝ ΑΠΟΜΑΚΡΥΝΣΗ ΤΟΥ ΔΙΕΥΘΥΝΤΗ ΚΑΙ ΣΤΕΛΕΧΩΝ ΤΟΥ ΓΡΑΦΕΙΟΥ ΤΥΠΟΥ ΣΤΙΣ ΒΡΥΞΕΛΛΕΣ: [624, 415, 1089, 466]
foreign-rate-row-name: Νέα Υόρκη: [201, 91, 239, 100]
banknote-row-buy: 16,059: [138, 370, 162, 380]
article-body: Πυρκαγιά ξέσπασε χθες σε εργαστήριο από έκρηξη γκαζιέρας. Η Πυροσβεστική Υπηρεσία έσπευσε έγκαιρα και την κατέσβεσε.: [394, 1581, 584, 1616]
column-3: [593, 0, 1121, 2324]
article-engineers: [1338, 683, 1568, 1088]
gold-row: [201, 299, 377, 308]
article-headline: ΑΝΑΘΕΣΗ ΣΕ ΕΡΓΟΛΑΒΟΥΣ ΤΩΝ ΑΕΡΟΨΕΚΑΣΜΩΝ ΓΙΑ ΤΗΝ ΚΑΤΑΠΟΛΕΜΗΣΗ ΤΟΥ ΔΑΚΟΥ ΕΛΑΙΑΣ: [44, 796, 362, 847]
article-body: ΑΘΗΝΑ, 9.— Το Συμβούλιο Επικρατείας εξέτασε το θέμα της χορηγήσεως αδειών λειτουργίας κέντρων διασκεδάσεως στην Πλάκα. Η απόφαση θα εκδοθεί τις επόμενες ημέρες.: [1129, 964, 1321, 1023]
foreign-rate-row-sell: 33,232: [353, 238, 376, 248]
capital-row-name: Μερίδες: [31, 128, 59, 138]
banknote-row-sell: 8,673: [174, 331, 194, 341]
article-money: [394, 640, 584, 886]
gold-row-name: Φρανκφούρτη: [201, 318, 249, 328]
article-headline: 200 ΠΑΙΔΙΑ ΑΠΟΡΩΝ ΘΑ ΣΤΕΙΛΕΙ Ο ΔΗΜΟΣ ΣΕ ΚΑΤΑΣΚΗΝΩΣΕΙΣ: [416, 1700, 562, 1742]
article-insurance: [1338, 6, 1568, 278]
divider: [394, 1693, 584, 1694]
bank-title: ΤΡΑΠΕΖΟΓΡΑΜΜΑΤΙΑ: [62, 171, 162, 182]
article-headline: Ο ΝΟΜΑΡΧΗΣ ΓΡΕΒΕΝΩΝ ΣΤΟΝ ΠΡΟΣΒΟΡΟ ΚΑΙ ΑΛΑΤΟΠΕΤΡΑ: [1129, 1702, 1321, 1730]
capital-row-val: 349,81: [170, 128, 194, 138]
divider: [1338, 678, 1568, 679]
article-arrests: [394, 896, 584, 1095]
foreign-rate-row-buy: 36,039: [314, 91, 338, 100]
banknote-row: [30, 213, 195, 223]
foreign-rate-row-sell: 17,688: [353, 120, 376, 130]
article-ambassador: [1129, 1387, 1321, 1528]
gold-row-val: 183,70: [353, 318, 376, 328]
foreign-rate-row-name: Κοπεγχάγη: [201, 179, 239, 189]
foreign-rate-row-name: Μόντρεαλ: [201, 110, 236, 120]
market-section: [30, 65, 377, 414]
article-body: ΚΑΒΑΛΑ, 9.— Ο πρόεδρος του Εργατοϋπαλληλικού Κέντρου κατήγγειλε ότι κατά τις εκλογές σωματείου σημειώθηκε καλπονοθεία. Η υπόθεση διαβιβάστηκε στον εισαγγελέα και διεξάγεται ανάκριση.: [1129, 358, 1321, 416]
divider: [394, 1100, 584, 1101]
article-minister-sofia: [394, 6, 584, 336]
article-headline: «ΑΨΗΤΕΣ» ΜΠΥΡΕΣ ΚΥΚΛΟΦΟΡΟΥΝ ΣΤΗΝ ΑΓΟΡΑ ΚΑΤΑΓΓΕΛΕΙ ΚΕΝΤΡΟ ΠΡΟΣΤΑΣΙΑΣ ΤΟΥ ΚΑΤΑΝΑΛΩΤΗ: [628, 1457, 1084, 1492]
